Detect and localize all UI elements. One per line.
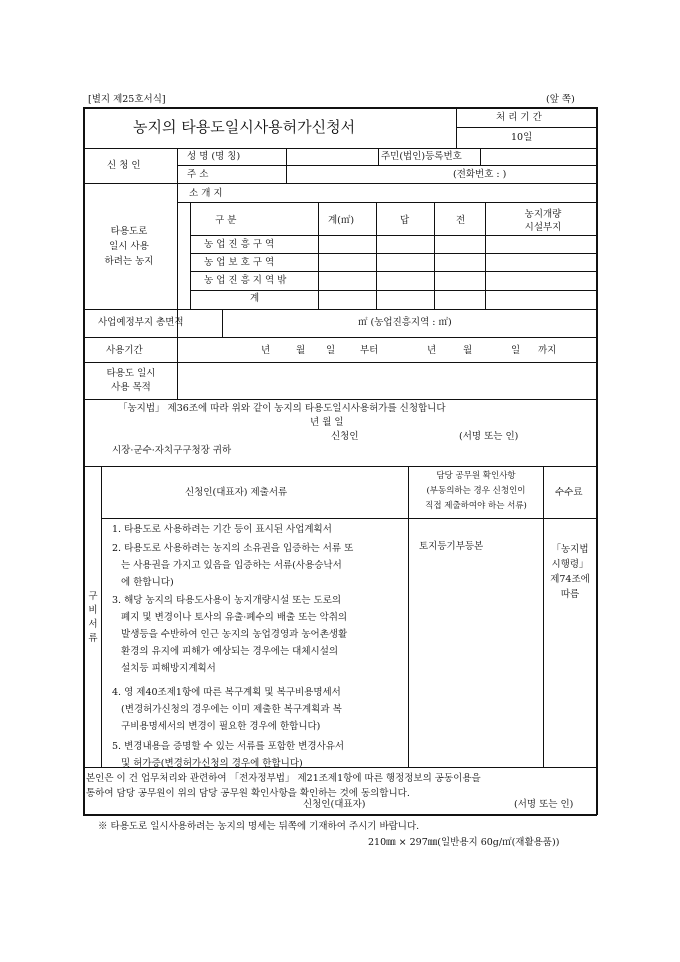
consent-applicant: 신청인(대표자) — [303, 799, 366, 810]
documents-side-label: 구 비 서 류 — [88, 591, 98, 644]
paper-spec: 210㎜ × 297㎜(일반용지 60g/㎡(재활용품)) — [368, 837, 560, 848]
row-protection-area: 농 업 보 호 구 역 — [204, 257, 275, 268]
col-field: 전 — [456, 215, 466, 226]
frame-bottom — [83, 814, 597, 816]
doc-item-2: 2. 타용도로 사용하려는 농지의 소유권을 입증하는 서류 또 는 사용권을 가지고 있음을 입증하는 서류(사용승낙서 에 한합니다) — [112, 543, 354, 588]
land-label: 타용도로 일시 사용 하려는 농지 — [104, 226, 154, 267]
col-facility: 농지개량 시설부지 — [524, 209, 562, 233]
frame-left — [83, 107, 85, 815]
row-promotion-area: 농 업 진 흥 구 역 — [204, 239, 275, 250]
doc-item-3: 3. 해당 농지의 타용도사용이 농지개량시설 또는 도로의 폐지 및 변경이나 토사의 유출·폐수의 배출 또는 악취의 발생등을 수반하여 인근 농지의 농업경영과 농어촌생활 환경의 유지에 피해가 예상되는 경우에는 대체시설의 설치등 피해방지계획서 — [112, 595, 348, 674]
col-paddy: 답 — [400, 215, 410, 226]
col-fee: 수수료 — [555, 487, 583, 498]
row-outside-area: 농 업 진 흥 지 역 밖 — [204, 275, 287, 286]
form-number: [별지 제25호서식] — [88, 94, 166, 105]
doc-item-1: 1. 타용도로 사용하려는 기간 등이 표시된 사업계획서 — [112, 524, 332, 535]
declaration-date: 년 월 일 — [310, 417, 344, 428]
project-area-label: 사업예정부지 총면적 — [98, 317, 184, 328]
process-period-label: 처 리 기 간 — [496, 112, 542, 123]
frame-top — [83, 107, 597, 109]
form-title: 농지의 타용도일시사용허가신청서 — [133, 118, 356, 136]
col-total: 계(㎡) — [328, 215, 355, 226]
row-total: 계 — [250, 293, 260, 304]
frame-right — [596, 107, 598, 815]
recipient: 시장·군수·자치구구청장 귀하 — [112, 445, 232, 456]
address-label: 주 소 — [187, 169, 209, 180]
consent-sign: (서명 또는 인) — [514, 799, 574, 810]
form-page: [별지 제25호서식] (앞 쪽) 농지의 타용도일시사용허가신청서 처 리 기 간 10일 신 청 인 성 명 (명 칭) 주민(법인)등록번호 주 소 (전화번호 : ) 타용도로 일시 사용 하려는 농지 소 개 지 구 분 계(㎡) 답 전 농지개량 시설부지 농 업 진 흥 구 역 농 업 보 호 구 역 농 업 진 흥 지 역 밖 계 사업예정부지 총면적 ㎡ (농업진흥지역 : ㎡) 사용기간 년 월 일 부터 년 월 일 까지 타용도 일시 사용 목적 「농지법」 제36조에 따라 위와 같이 농지의 타용도일시사용허가를 신청합니다 년 월 일 신청인 (서명 또는 인) 시장·군수·자치구구청장 귀하 구 비 서 류 신청인(대표자) 제출서류 담당 공무원 확인사항 (부동의하는 경우 신청인이 직접 제출하여야 하는 서류) 수수료 1. 타용도로 사용하려는 기간 등이 표시된 사업계획서 2. 타용도로 사용하려는 농지의 소유권을 입증하는 서류 또 는 사용권을 가지고 있음을 입증하는 서류(사용승낙서 에 한합니다) 3. 해당 농지의 타용도사용이 농지개량시설 또는 도로의 폐지 및 변경이나 토사의 유출·폐수의 배출 또는 악취의 발생등을 수반하여 인근 농지의 농업경영과 농어촌생활 환경의 유지에 피해가 예상되는 경우에는 대체시설의 설치등 피해방지계획서 4. 영 제40조제1항에 따른 복구계획 및 복구비용명세서 (변경허가신청의 경우에는 이미 제출한 복구계획과 복 구비용명세서의 변경이 필요한 경우에 한합니다) 5. 변경내용을 증명할 수 있는 서류를 포함한 변경사유서 및 허가증(변경허가신청의 경우에 한합니다) 토지등기부등본 「농지법 시행령」 제74조에 따름 본인은 이 건 업무처리와 관련하여 「전자정부법」 제21조제1항에 따른 행정정보의 공동이용을 통하여 담당 공무원이 위의 담당 공무원 확인사항을 확인하는 것에 동의합니다. 신청인(대표자) (서명 또는 인) ※ 타용도로 일시사용하려는 농지의 명세는 뒤쪽에 기재하여 주시기 바랍니다. 210㎜ × 297㎜(일반용지 60g/㎡(재활용품)) — [0, 0, 680, 962]
col-submit-docs: 신청인(대표자) 제출서류 — [185, 487, 288, 498]
applicant-label: 신 청 인 — [107, 160, 141, 171]
project-area-value: ㎡ (농업진흥지역 : ㎡) — [358, 317, 452, 328]
declaration-text: 「농지법」 제36조에 따라 위와 같이 농지의 타용도일시사용허가를 신청합니다 — [118, 403, 446, 414]
consent-text: 본인은 이 건 업무처리와 관련하여 「전자정부법」 제21조제1항에 따른 행정정보의 공동이용을 통하여 담당 공무원이 위의 담당 공무원 확인사항을 확인하는 것에 동의합니다. — [86, 773, 481, 799]
declaration-applicant: 신청인 — [331, 431, 359, 442]
footnote: ※ 타용도로 일시사용하려는 농지의 명세는 뒤쪽에 기재하여 주시기 바랍니다. — [98, 821, 420, 832]
doc-item-5: 5. 변경내용을 증명할 수 있는 서류를 포함한 변경사유서 및 허가증(변경허가신청의 경우에 한합니다) — [112, 741, 345, 769]
id-number-label: 주민(법인)등록번호 — [381, 151, 462, 162]
name-label: 성 명 (명 칭) — [187, 151, 241, 162]
phone-field: (전화번호 : ) — [453, 169, 507, 180]
page-side: (앞 쪽) — [546, 94, 575, 105]
purpose-label: 타용도 일시 사용 목적 — [106, 368, 156, 393]
declaration-sign: (서명 또는 인) — [459, 431, 519, 442]
period-label: 사용기간 — [106, 345, 143, 356]
confirm-item: 토지등기부등본 — [419, 541, 484, 552]
col-gubun: 구 분 — [215, 215, 237, 226]
doc-item-4: 4. 영 제40조제1항에 따른 복구계획 및 복구비용명세서 (변경허가신청의 경우에는 이미 제출한 복구계획과 복 구비용명세서의 변경이 필요한 경우에 한합니다) — [112, 687, 342, 732]
location-label: 소 개 지 — [189, 188, 223, 199]
fee-text: 「농지법 시행령」 제74조에 따름 — [550, 544, 590, 600]
process-period-value: 10일 — [511, 132, 533, 143]
col-confirm-items: 담당 공무원 확인사항 (부동의하는 경우 신청인이 직접 제출하여야 하는 서류) — [425, 471, 527, 511]
